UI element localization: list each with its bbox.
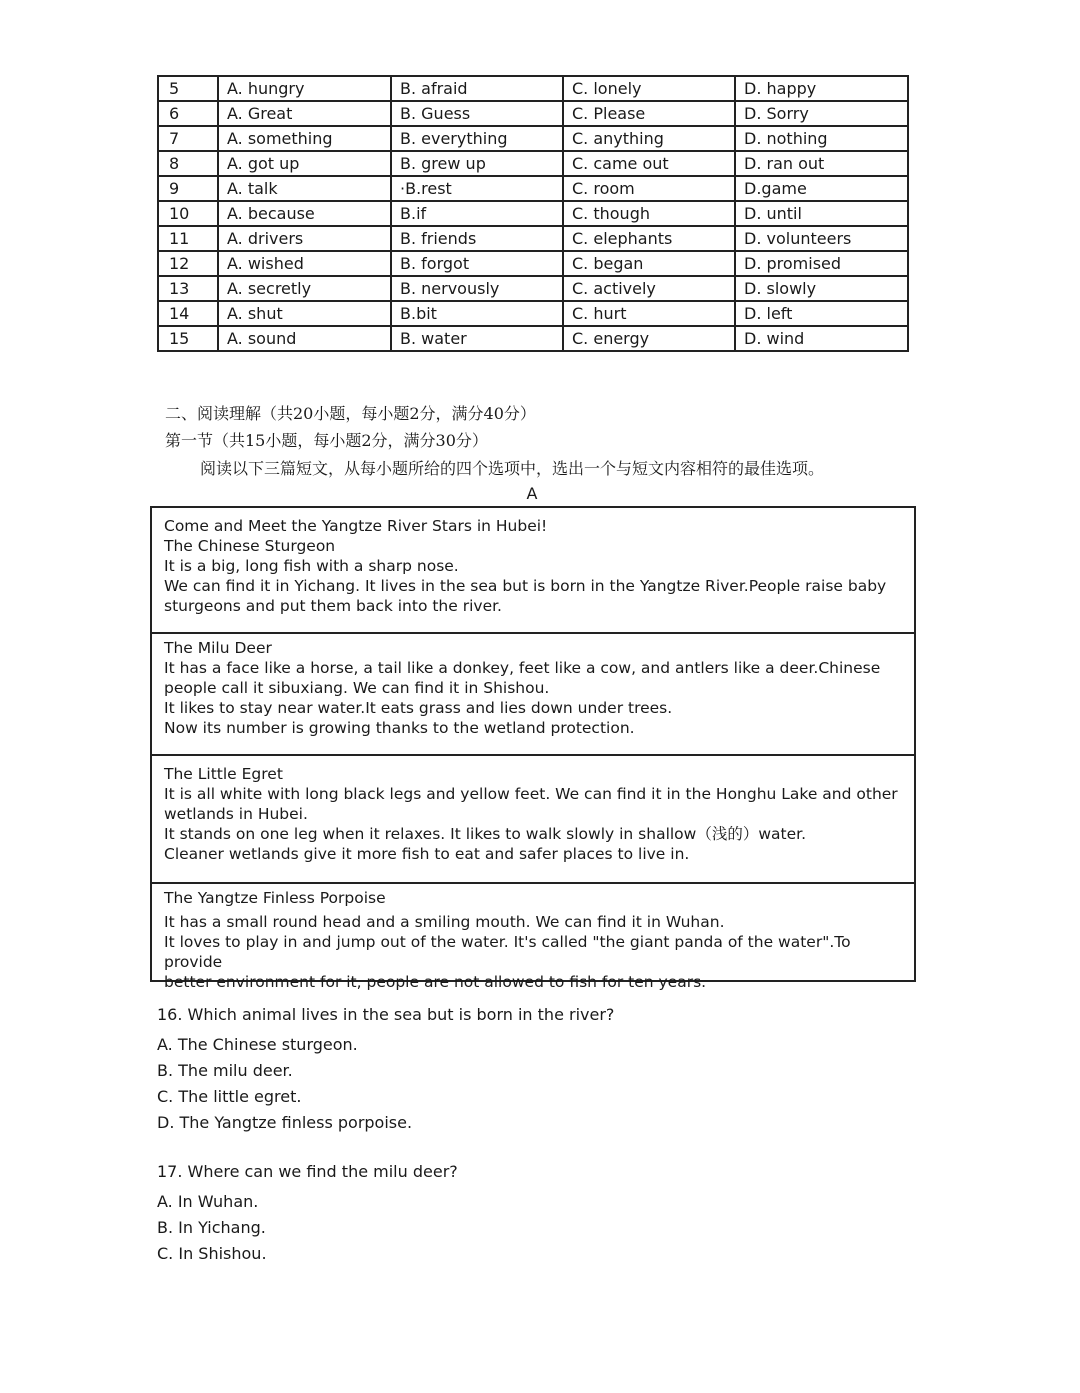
question-number-cell: 10	[158, 201, 218, 226]
option-a-cell: A. drivers	[218, 226, 391, 251]
option-c: C. The little egret.	[157, 1087, 302, 1106]
option-c-cell: C. began	[563, 251, 735, 276]
option-d-cell: D. promised	[735, 251, 908, 276]
card-text: people call it sibuxiang. We can find it in Shishou.	[164, 679, 550, 697]
card-text: sturgeons and put them back into the river.	[164, 597, 502, 615]
card-title: The Milu Deer	[164, 639, 272, 657]
option-b-cell: B. Guess	[391, 101, 563, 126]
question-number-cell: 8	[158, 151, 218, 176]
section-heading: 二、阅读理解（共20小题，每小题2分，满分40分）	[165, 404, 536, 423]
option-a-cell: A. got up	[218, 151, 391, 176]
section-subheading: 第一节（共15小题，每小题2分，满分30分）	[165, 431, 488, 450]
card-text: It is all white with long black legs and yellow feet. We can find it in the Honghu Lake and other	[164, 785, 898, 803]
table-row	[158, 126, 908, 151]
question-17: 17. Where can we find the milu deer?	[157, 1162, 458, 1181]
question-number-cell: 5	[158, 76, 218, 101]
answer-options-table	[157, 75, 909, 352]
answer-options-body	[158, 76, 908, 351]
option-a-cell: A. wished	[218, 251, 391, 276]
option-a-cell: A. Great	[218, 101, 391, 126]
card-finless-porpoise	[152, 884, 914, 992]
card-text: It is a big, long fish with a sharp nose.	[164, 557, 459, 575]
table-row	[158, 226, 908, 251]
option-c-cell: C. actively	[563, 276, 735, 301]
question-number-cell: 7	[158, 126, 218, 151]
option-b-cell: B.bit	[391, 301, 563, 326]
card-text: We can find it in Yichang. It lives in the sea but is born in the Yangtze River.People raise baby	[164, 577, 887, 595]
card-text: It loves to play in and jump out of the water. It's called "the giant panda of the water".To provide	[164, 933, 851, 971]
option-b-cell: ·B.rest	[391, 176, 563, 201]
option-d-cell: D. slowly	[735, 276, 908, 301]
option-b-cell: B. nervously	[391, 276, 563, 301]
card-title: The Little Egret	[164, 765, 283, 783]
card-chinese-sturgeon	[152, 512, 914, 616]
question-number-cell: 11	[158, 226, 218, 251]
option-c-cell: C. room	[563, 176, 735, 201]
option-b-cell: B.if	[391, 201, 563, 226]
option-d-cell: D. Sorry	[735, 101, 908, 126]
option-a: A. The Chinese sturgeon.	[157, 1035, 358, 1054]
table-row	[158, 251, 908, 276]
table-row	[158, 276, 908, 301]
option-c-cell: C. lonely	[563, 76, 735, 101]
passage-box	[150, 506, 916, 991]
card-text: It likes to stay near water.It eats grass and lies down under trees.	[164, 699, 673, 717]
option-d: D. The Yangtze finless porpoise.	[157, 1113, 413, 1132]
option-c-cell: C. anything	[563, 126, 735, 151]
table-row	[158, 76, 908, 101]
passage-title: Come and Meet the Yangtze River Stars in Hubei!	[164, 517, 548, 535]
option-c-cell: C. elephants	[563, 226, 735, 251]
question-number-cell: 15	[158, 326, 218, 351]
question-number-cell: 14	[158, 301, 218, 326]
option-d-cell: D.game	[735, 176, 908, 201]
reading-instruction: 阅读以下三篇短文，从每小题所给的四个选项中，选出一个与短文内容相符的最佳选项。	[200, 459, 825, 478]
table-row	[158, 301, 908, 326]
option-d-cell: D. happy	[735, 76, 908, 101]
option-c-cell: C. came out	[563, 151, 735, 176]
option-b-cell: B. everything	[391, 126, 563, 151]
question-number-cell: 12	[158, 251, 218, 276]
option-d-cell: D. wind	[735, 326, 908, 351]
option-a-cell: A. sound	[218, 326, 391, 351]
table-row	[158, 151, 908, 176]
question-number-cell: 6	[158, 101, 218, 126]
card-text: Cleaner wetlands give it more fish to eat and safer places to live in.	[164, 845, 690, 863]
option-d-cell: D. volunteers	[735, 226, 908, 251]
option-d-cell: D. left	[735, 301, 908, 326]
option-b-cell: B. friends	[391, 226, 563, 251]
option-c: C. In Shishou.	[157, 1244, 267, 1263]
card-milu-deer	[152, 634, 914, 738]
card-text: It has a small round head and a smiling mouth. We can find it in Wuhan.	[164, 913, 725, 931]
table-row	[158, 201, 908, 226]
option-a-cell: A. shut	[218, 301, 391, 326]
option-b: B. The milu deer.	[157, 1061, 293, 1080]
option-b-cell: B. grew up	[391, 151, 563, 176]
question-16: 16. Which animal lives in the sea but is born in the river?	[157, 1005, 615, 1024]
card-text: It stands on one leg when it relaxes. It likes to walk slowly in shallow（浅的）water.	[164, 825, 807, 843]
card-text: better environment for it, people are not allowed to fish for ten years.	[164, 973, 707, 991]
option-c-cell: C. though	[563, 201, 735, 226]
option-b-cell: B. water	[391, 326, 563, 351]
option-c-cell: C. energy	[563, 326, 735, 351]
card-title: The Yangtze Finless Porpoise	[164, 889, 386, 907]
card-text: It has a face like a horse, a tail like a donkey, feet like a cow, and antlers like a deer.Chinese	[164, 659, 881, 677]
card-little-egret	[152, 760, 914, 864]
question-number-cell: 13	[158, 276, 218, 301]
option-a-cell: A. because	[218, 201, 391, 226]
option-a-cell: A. talk	[218, 176, 391, 201]
option-d-cell: D. ran out	[735, 151, 908, 176]
card-title: The Chinese Sturgeon	[164, 537, 336, 555]
option-a-cell: A. something	[218, 126, 391, 151]
option-a-cell: A. secretly	[218, 276, 391, 301]
option-b-cell: B. afraid	[391, 76, 563, 101]
option-c-cell: C. Please	[563, 101, 735, 126]
option-c-cell: C. hurt	[563, 301, 735, 326]
option-d-cell: D. until	[735, 201, 908, 226]
card-divider	[152, 754, 914, 756]
option-b-cell: B. forgot	[391, 251, 563, 276]
table-row	[158, 176, 908, 201]
option-b: B. In Yichang.	[157, 1218, 266, 1237]
card-text: Now its number is growing thanks to the wetland protection.	[164, 719, 635, 737]
card-text: wetlands in Hubei.	[164, 805, 308, 823]
question-number-cell: 9	[158, 176, 218, 201]
option-a-cell: A. hungry	[218, 76, 391, 101]
table-row	[158, 101, 908, 126]
option-d-cell: D. nothing	[735, 126, 908, 151]
table-row	[158, 326, 908, 351]
passage-label: A	[526, 484, 538, 503]
option-a: A. In Wuhan.	[157, 1192, 259, 1211]
